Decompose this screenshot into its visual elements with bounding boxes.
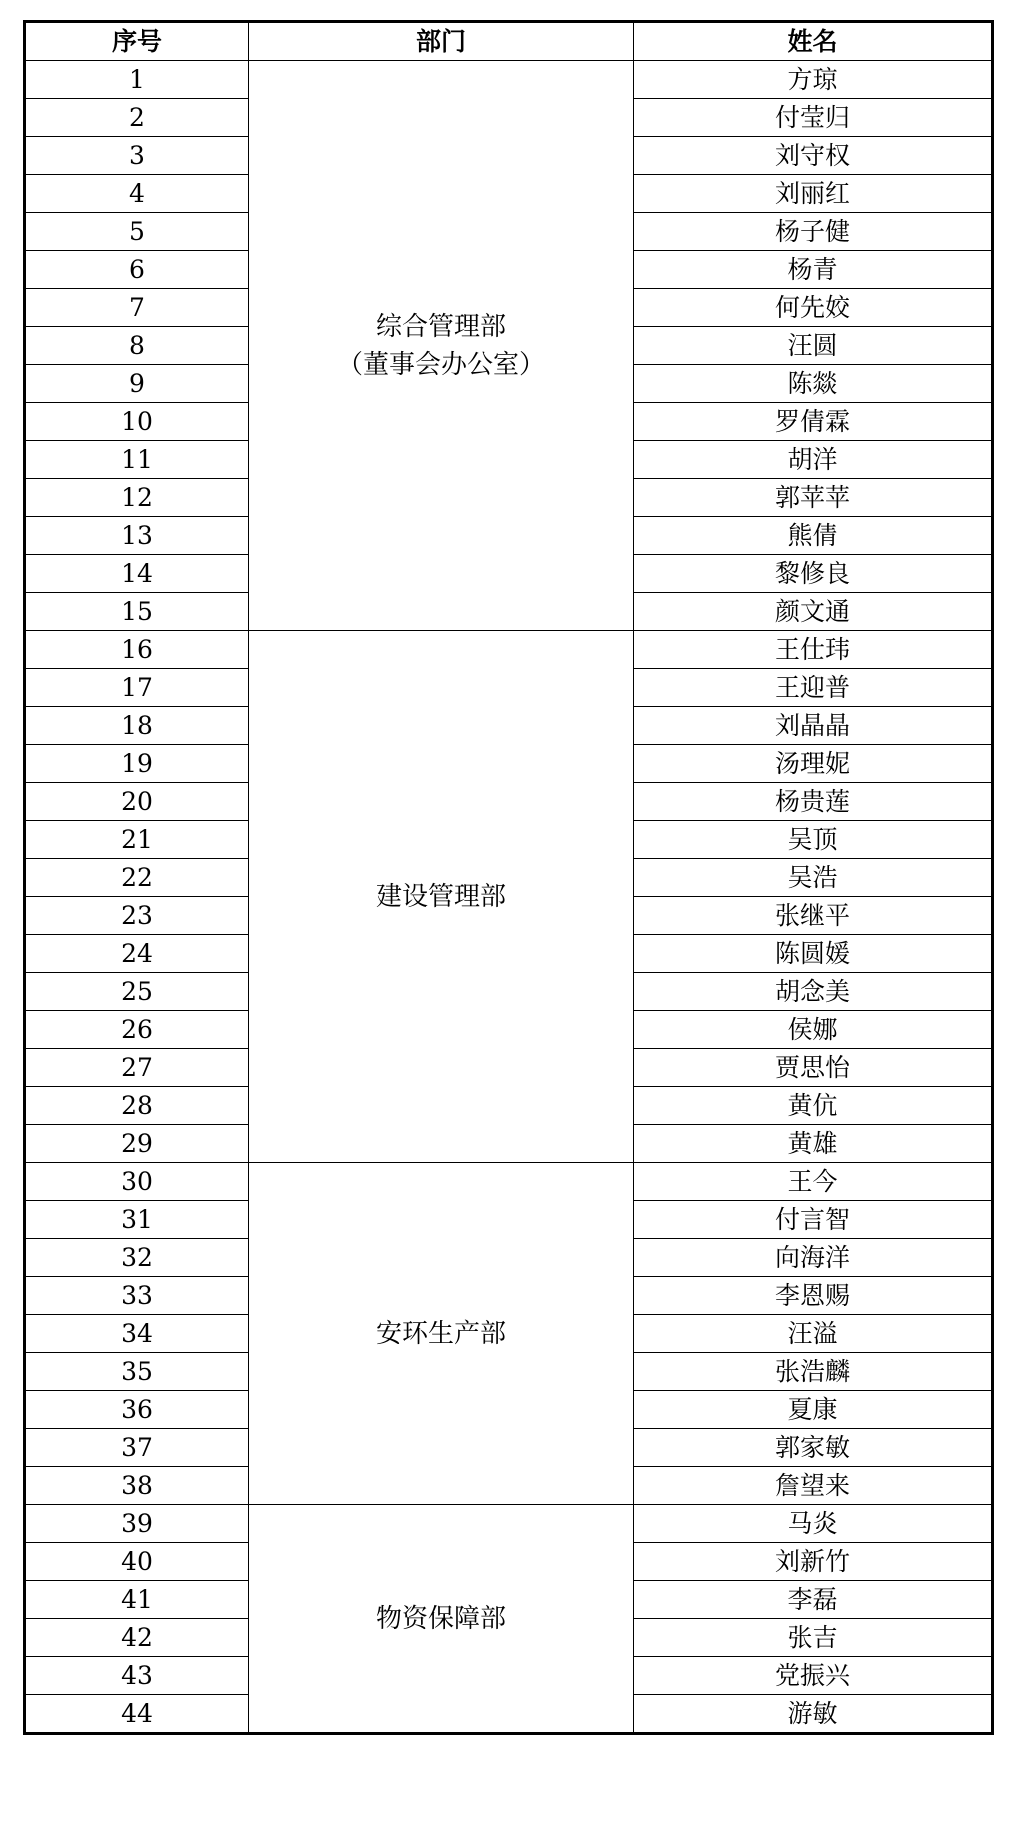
person-name-cell: 罗倩霖	[634, 403, 993, 441]
serial-number-cell: 10	[25, 403, 249, 441]
serial-number-cell: 23	[25, 897, 249, 935]
serial-number-cell: 14	[25, 555, 249, 593]
roster-table	[23, 20, 994, 1735]
person-name-cell: 黎修良	[634, 555, 993, 593]
person-name-cell: 胡洋	[634, 441, 993, 479]
header-row	[25, 22, 993, 61]
serial-number-cell: 36	[25, 1391, 249, 1429]
serial-number-cell: 37	[25, 1429, 249, 1467]
person-name-cell: 刘新竹	[634, 1543, 993, 1581]
header-department: 部门	[249, 22, 634, 61]
department-cell	[249, 1163, 634, 1505]
person-name-cell: 吴浩	[634, 859, 993, 897]
person-name-cell: 王今	[634, 1163, 993, 1201]
person-name-cell: 何先姣	[634, 289, 993, 327]
serial-number-cell: 20	[25, 783, 249, 821]
serial-number-cell: 1	[25, 61, 249, 99]
serial-number-cell: 40	[25, 1543, 249, 1581]
person-name-cell: 付莹归	[634, 99, 993, 137]
table-body	[25, 61, 993, 1734]
person-name-cell: 向海洋	[634, 1239, 993, 1277]
person-name-cell: 李磊	[634, 1581, 993, 1619]
serial-number-cell: 39	[25, 1505, 249, 1543]
serial-number-cell: 16	[25, 631, 249, 669]
serial-number-cell: 18	[25, 707, 249, 745]
person-name-cell: 颜文通	[634, 593, 993, 631]
serial-number-cell: 24	[25, 935, 249, 973]
serial-number-cell: 15	[25, 593, 249, 631]
person-name-cell: 熊倩	[634, 517, 993, 555]
person-name-cell: 杨青	[634, 251, 993, 289]
person-name-cell: 黄伉	[634, 1087, 993, 1125]
person-name-cell: 张吉	[634, 1619, 993, 1657]
person-name-cell: 汤理妮	[634, 745, 993, 783]
person-name-cell: 胡念美	[634, 973, 993, 1011]
department-name-line: 物资保障部	[375, 1603, 506, 1634]
serial-number-cell: 41	[25, 1581, 249, 1619]
person-name-cell: 贾思怡	[634, 1049, 993, 1087]
person-name-cell: 方琼	[634, 61, 993, 99]
table-header	[25, 22, 993, 61]
person-name-cell: 吴顶	[634, 821, 993, 859]
serial-number-cell: 21	[25, 821, 249, 859]
serial-number-cell: 12	[25, 479, 249, 517]
serial-number-cell: 29	[25, 1125, 249, 1163]
serial-number-cell: 44	[25, 1695, 249, 1734]
serial-number-cell: 13	[25, 517, 249, 555]
person-name-cell: 詹望来	[634, 1467, 993, 1505]
person-name-cell: 王仕玮	[634, 631, 993, 669]
header-serial-number: 序号	[25, 22, 249, 61]
serial-number-cell: 7	[25, 289, 249, 327]
person-name-cell: 游敏	[634, 1695, 993, 1734]
serial-number-cell: 11	[25, 441, 249, 479]
serial-number-cell: 43	[25, 1657, 249, 1695]
table-row	[25, 1505, 993, 1543]
serial-number-cell: 2	[25, 99, 249, 137]
serial-number-cell: 17	[25, 669, 249, 707]
person-name-cell: 刘晶晶	[634, 707, 993, 745]
person-name-cell: 张浩麟	[634, 1353, 993, 1391]
person-name-cell: 杨子健	[634, 213, 993, 251]
person-name-cell: 党振兴	[634, 1657, 993, 1695]
serial-number-cell: 31	[25, 1201, 249, 1239]
department-cell	[249, 631, 634, 1163]
person-name-cell: 马炎	[634, 1505, 993, 1543]
serial-number-cell: 6	[25, 251, 249, 289]
person-name-cell: 付言智	[634, 1201, 993, 1239]
table-row	[25, 631, 993, 669]
serial-number-cell: 25	[25, 973, 249, 1011]
serial-number-cell: 19	[25, 745, 249, 783]
person-name-cell: 张继平	[634, 897, 993, 935]
serial-number-cell: 4	[25, 175, 249, 213]
person-name-cell: 陈燚	[634, 365, 993, 403]
person-name-cell: 陈圆媛	[634, 935, 993, 973]
department-cell	[249, 1505, 634, 1734]
person-name-cell: 汪圆	[634, 327, 993, 365]
serial-number-cell: 22	[25, 859, 249, 897]
table-row	[25, 61, 993, 99]
table-row	[25, 1163, 993, 1201]
person-name-cell: 夏康	[634, 1391, 993, 1429]
department-name-line: 安环生产部	[375, 1318, 506, 1349]
person-name-cell: 杨贵莲	[634, 783, 993, 821]
person-name-cell: 王迎普	[634, 669, 993, 707]
serial-number-cell: 5	[25, 213, 249, 251]
serial-number-cell: 34	[25, 1315, 249, 1353]
department-name-line: （董事会办公室）	[336, 349, 545, 380]
serial-number-cell: 27	[25, 1049, 249, 1087]
serial-number-cell: 38	[25, 1467, 249, 1505]
person-name-cell: 郭家敏	[634, 1429, 993, 1467]
department-name-line: 综合管理部	[375, 311, 506, 342]
serial-number-cell: 9	[25, 365, 249, 403]
person-name-cell: 刘守权	[634, 137, 993, 175]
serial-number-cell: 26	[25, 1011, 249, 1049]
person-name-cell: 郭苹苹	[634, 479, 993, 517]
person-name-cell: 汪溢	[634, 1315, 993, 1353]
serial-number-cell: 3	[25, 137, 249, 175]
person-name-cell: 李恩赐	[634, 1277, 993, 1315]
person-name-cell: 侯娜	[634, 1011, 993, 1049]
serial-number-cell: 42	[25, 1619, 249, 1657]
serial-number-cell: 30	[25, 1163, 249, 1201]
serial-number-cell: 32	[25, 1239, 249, 1277]
department-name-line: 建设管理部	[375, 881, 506, 912]
serial-number-cell: 28	[25, 1087, 249, 1125]
person-name-cell: 刘丽红	[634, 175, 993, 213]
serial-number-cell: 33	[25, 1277, 249, 1315]
department-cell	[249, 61, 634, 631]
serial-number-cell: 8	[25, 327, 249, 365]
person-name-cell: 黄雄	[634, 1125, 993, 1163]
serial-number-cell: 35	[25, 1353, 249, 1391]
header-name: 姓名	[634, 22, 993, 61]
